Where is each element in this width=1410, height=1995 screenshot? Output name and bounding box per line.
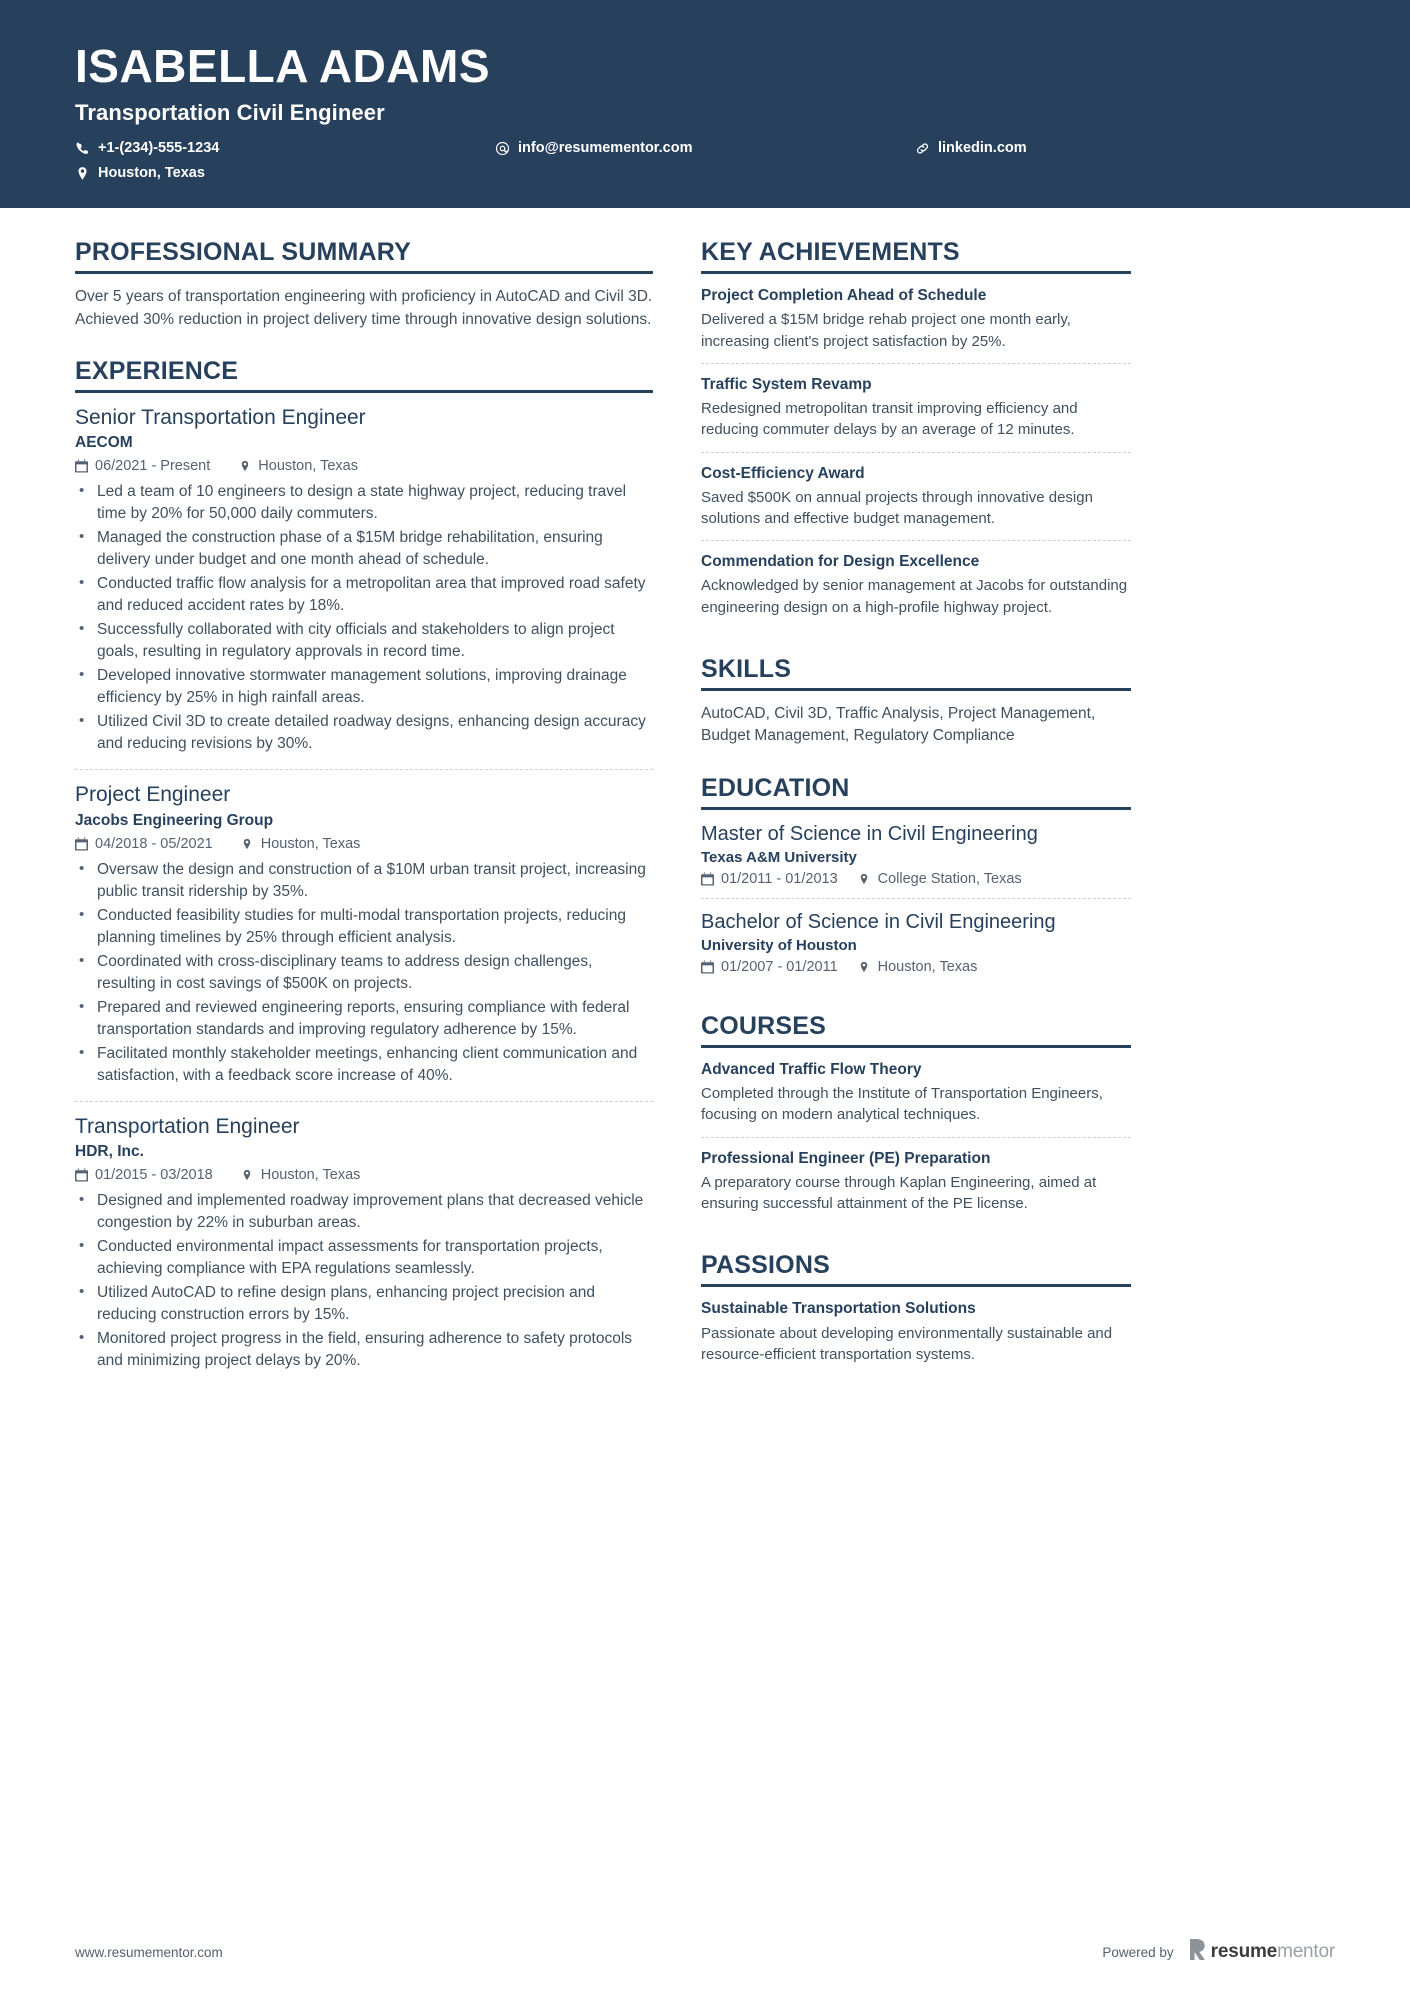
list-item: • Led a team of 10 engineers to design a state highway project, reducing travel time by 20% for 50,000 daily commuters.: [75, 481, 653, 525]
experience-location-text: Houston, Texas: [258, 458, 358, 475]
education-dates: [701, 871, 838, 887]
achievement-item: [701, 552, 1131, 629]
section-heading-courses: COURSES: [701, 1012, 1131, 1048]
list-item: • Facilitated monthly stakeholder meetings, enhancing client communication and satisfaction, with a feedback score increase of 40%.: [75, 1043, 653, 1087]
experience-bullets: [75, 1190, 653, 1372]
contact-phone[interactable]: [75, 140, 495, 157]
list-item: • Conducted traffic flow analysis for a metropolitan area that improved road safety and reduced accident rates by 18%.: [75, 573, 653, 617]
contact-linkedin-text: linkedin.com: [938, 140, 1027, 157]
experience-meta: [75, 1167, 653, 1183]
course-title: Professional Engineer (PE) Preparation: [701, 1149, 991, 1167]
education-meta: [701, 871, 1131, 887]
course-item: [701, 1060, 1131, 1138]
link-icon: [915, 141, 930, 156]
calendar-icon: [701, 872, 714, 886]
experience-meta: [75, 836, 653, 852]
education-location: [858, 871, 1022, 887]
right-column: [701, 238, 1131, 1402]
contact-info: [75, 140, 1335, 182]
education-dates: [701, 959, 838, 975]
achievement-description: Delivered a $15M bridge rehab project one month early, increasing client's project satisfaction by 25%.: [701, 311, 1071, 350]
education-dates-text: 01/2011 - 01/2013: [721, 870, 838, 887]
list-item: • Designed and implemented roadway improvement plans that decreased vehicle congestion by 22% in suburban areas.: [75, 1190, 653, 1234]
education-degree: Bachelor of Science in Civil Engineering: [701, 910, 1056, 933]
achievement-item: [701, 464, 1131, 542]
section-heading-key-achievements: KEY ACHIEVEMENTS: [701, 238, 1131, 274]
section-courses: [701, 1012, 1131, 1225]
education-item: [701, 822, 1131, 899]
experience-company: Jacobs Engineering Group: [75, 811, 274, 829]
education-school: University of Houston: [701, 936, 857, 954]
location-pin-icon: [75, 166, 90, 181]
section-heading-professional-summary: PROFESSIONAL SUMMARY: [75, 238, 653, 274]
experience-dates-text: 06/2021 - Present: [95, 458, 211, 475]
resumementor-logo: [1188, 1939, 1335, 1965]
achievement-description: Saved $500K on annual projects through innovative design solutions and effective budget management.: [701, 488, 1093, 527]
location-pin-icon: [858, 872, 871, 886]
list-item: • Prepared and reviewed engineering reports, ensuring compliance with federal transportation standards and improving regulatory adherence by 15%.: [75, 997, 653, 1041]
list-item: • Utilized AutoCAD to refine design plans, enhancing project precision and reducing construction errors by 15%.: [75, 1282, 653, 1326]
experience-item: [75, 405, 653, 770]
footer-branding: [1102, 1939, 1335, 1965]
experience-location-text: Houston, Texas: [260, 1166, 361, 1183]
resume-footer: [0, 1905, 1410, 1995]
resume-body: [0, 208, 1410, 1905]
achievement-item: [701, 286, 1131, 364]
calendar-icon: [75, 459, 88, 473]
education-item: [701, 910, 1131, 986]
course-title: Advanced Traffic Flow Theory: [701, 1060, 922, 1078]
passion-title: Sustainable Transportation Solutions: [701, 1300, 976, 1318]
location-pin-icon: [241, 1168, 254, 1182]
section-professional-summary: [75, 238, 653, 331]
course-description: A preparatory course through Kaplan Engineering, aimed at ensuring successful attainment of the PE license.: [701, 1173, 1097, 1213]
experience-company: HDR, Inc.: [75, 1142, 144, 1160]
education-location-text: Houston, Texas: [877, 958, 978, 975]
footer-website-url[interactable]: www.resumementor.com: [75, 1944, 223, 1960]
education-dates-text: 01/2007 - 01/2011: [721, 958, 838, 975]
job-title: Transportation Civil Engineer: [75, 100, 385, 126]
contact-linkedin[interactable]: [915, 140, 1215, 157]
experience-role: Transportation Engineer: [75, 1114, 300, 1138]
experience-dates: [75, 836, 213, 852]
contact-phone-text: +1-(234)-555-1234: [98, 140, 220, 157]
skills-list-text: AutoCAD, Civil 3D, Traffic Analysis, Project Management, Budget Management, Regulatory Compliance: [701, 705, 1096, 745]
experience-role: Senior Transportation Engineer: [75, 406, 366, 430]
professional-summary-text: Over 5 years of transportation engineering with proficiency in AutoCAD and Civil 3D. Achieved 30% reduction in project delivery time through innovative design solutions.: [75, 288, 653, 328]
passion-description: Passionate about developing environmentally sustainable and resource-efficient transportation systems.: [701, 1324, 1113, 1363]
section-heading-passions: PASSIONS: [701, 1251, 1131, 1287]
calendar-icon: [75, 1168, 88, 1182]
section-heading-education: EDUCATION: [701, 774, 1131, 810]
left-column: [75, 238, 653, 1412]
course-item: [701, 1149, 1131, 1226]
achievement-description: Redesigned metropolitan transit improving efficiency and reducing commuter delays by an average of 12 minutes.: [701, 399, 1078, 439]
education-school: Texas A&M University: [701, 848, 857, 866]
education-location-text: College Station, Texas: [877, 870, 1022, 887]
experience-dates: [75, 1167, 213, 1183]
experience-item: [75, 782, 653, 1101]
contact-location: [75, 165, 495, 182]
page-title: ISABELLA ADAMS: [75, 40, 491, 92]
contact-email-text: info@resumementor.com: [518, 140, 693, 157]
list-item: • Managed the construction phase of a $15M bridge rehabilitation, ensuring delivery under budget and one month ahead of schedule.: [75, 527, 653, 571]
resumementor-mark-icon: [1188, 1939, 1205, 1965]
list-item: • Coordinated with cross-disciplinary teams to address design challenges, resulting in cost savings of $500K on projects.: [75, 951, 653, 995]
list-item: • Oversaw the design and construction of a $10M urban transit project, increasing public transit ridership by 35%.: [75, 859, 653, 903]
experience-item: [75, 1114, 653, 1386]
experience-location: [238, 458, 358, 474]
education-degree: Master of Science in Civil Engineering: [701, 822, 1038, 845]
experience-bullets: [75, 481, 653, 755]
contact-email[interactable]: [495, 140, 915, 157]
achievement-title: Cost-Efficiency Award: [701, 464, 865, 482]
course-description: Completed through the Institute of Transportation Engineers, focusing on modern analytical techniques.: [701, 1085, 1103, 1124]
location-pin-icon: [238, 459, 251, 473]
experience-location: [241, 836, 361, 852]
experience-dates: [75, 458, 210, 474]
calendar-icon: [75, 837, 88, 851]
section-heading-experience: EXPERIENCE: [75, 357, 653, 393]
experience-location-text: Houston, Texas: [260, 835, 361, 852]
email-icon: [495, 141, 510, 156]
list-item: • Conducted feasibility studies for multi-modal transportation projects, reducing planning timelines by 25% through efficient analysis.: [75, 905, 653, 949]
experience-location: [241, 1167, 361, 1183]
section-heading-skills: SKILLS: [701, 655, 1131, 691]
list-item: • Developed innovative stormwater management solutions, improving drainage efficiency by 25% in high rainfall areas.: [75, 665, 653, 709]
section-skills: [701, 655, 1131, 748]
location-pin-icon: [241, 837, 254, 851]
list-item: • Utilized Civil 3D to create detailed roadway designs, enhancing design accuracy and reducing revisions by 30%.: [75, 711, 653, 755]
contact-location-text: Houston, Texas: [98, 164, 205, 181]
experience-dates-text: 01/2015 - 03/2018: [95, 1166, 213, 1183]
phone-icon: [75, 141, 90, 156]
education-meta: [701, 959, 1131, 975]
achievement-title: Traffic System Revamp: [701, 375, 872, 393]
calendar-icon: [701, 960, 714, 974]
location-pin-icon: [858, 960, 871, 974]
resume-header: [0, 0, 1410, 208]
achievement-title: Project Completion Ahead of Schedule: [701, 287, 987, 305]
education-location: [858, 959, 978, 975]
experience-company: AECOM: [75, 434, 133, 452]
experience-dates-text: 04/2018 - 05/2021: [95, 835, 213, 852]
achievement-title: Commendation for Design Excellence: [701, 553, 980, 571]
resumementor-wordmark: [1211, 1941, 1335, 1963]
passion-item: [701, 1299, 1131, 1376]
experience-meta: [75, 458, 653, 474]
list-item: • Successfully collaborated with city officials and stakeholders to align project goals, resulting in regulatory approvals in record time.: [75, 619, 653, 663]
brand-light-text: mentor: [1277, 1941, 1335, 1962]
brand-bold-text: resume: [1210, 1941, 1278, 1962]
achievement-item: [701, 375, 1131, 453]
experience-bullets: [75, 859, 653, 1087]
achievement-description: Acknowledged by senior management at Jacobs for outstanding engineering design on a high-profile highway project.: [701, 577, 1128, 616]
powered-by-label: Powered by: [1102, 1944, 1174, 1960]
experience-role: Project Engineer: [75, 783, 231, 807]
section-key-achievements: [701, 238, 1131, 629]
list-item: • Conducted environmental impact assessments for transportation projects, achieving compliance with EPA regulations seamlessly.: [75, 1236, 653, 1280]
section-passions: [701, 1251, 1131, 1376]
section-education: [701, 774, 1131, 986]
list-item: • Monitored project progress in the field, ensuring adherence to safety protocols and minimizing project delays by 20%.: [75, 1328, 653, 1372]
section-experience: [75, 357, 653, 1386]
